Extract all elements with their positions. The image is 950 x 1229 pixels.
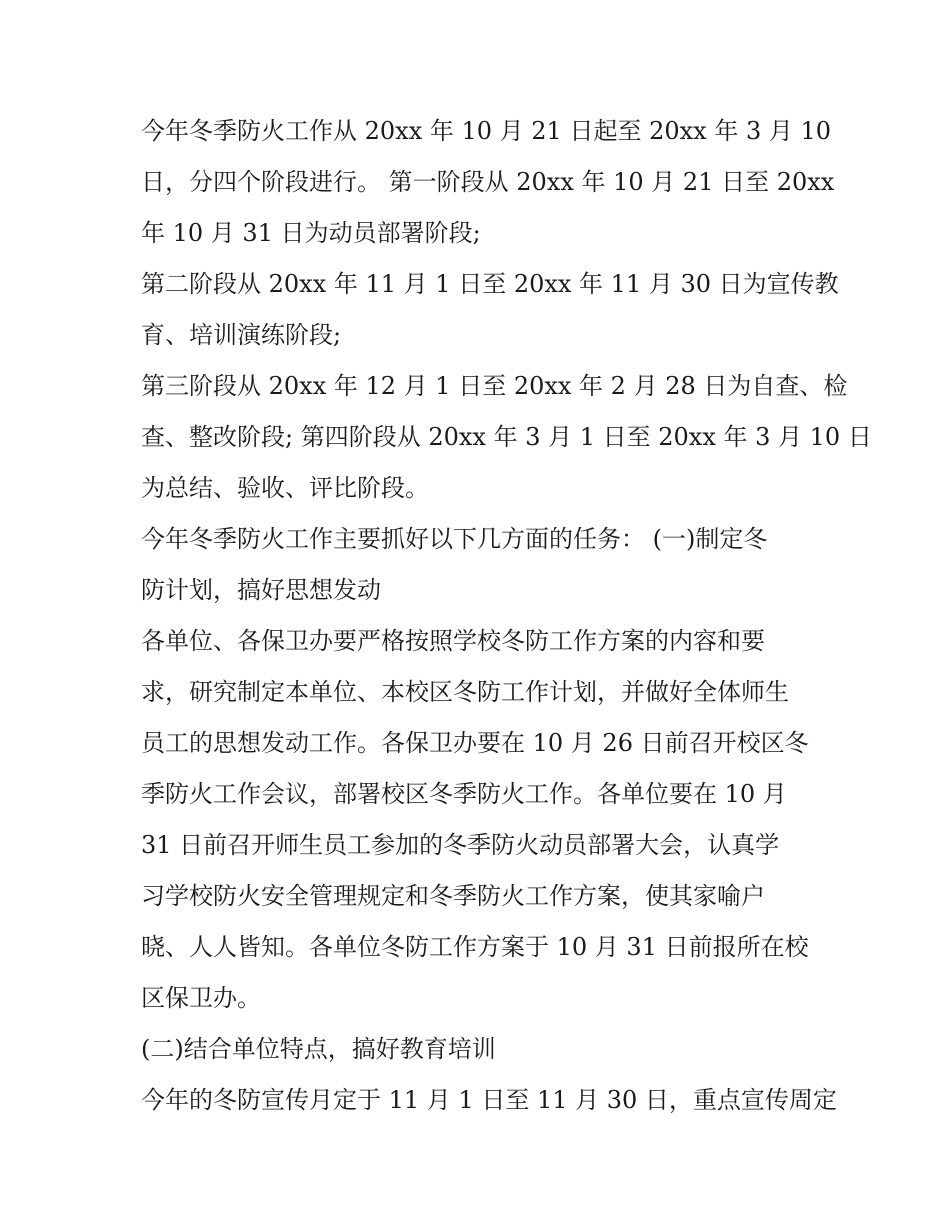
text-line: 年 10 月 31 日为动员部署阶段;	[141, 219, 481, 247]
text-line: 季防火工作会议，部署校区冬季防火工作。各单位要在 10 月	[141, 780, 787, 808]
text-line: 日，分四个阶段进行。 第一阶段从 20xx 年 10 月 21 日至 20xx	[141, 168, 835, 196]
text-line: 为总结、验收、评比阶段。	[141, 474, 429, 502]
text-line: 晓、人人皆知。各单位冬防工作方案于 10 月 31 日前报所在校	[141, 933, 809, 961]
text-line: 查、整改阶段; 第四阶段从 20xx 年 3 月 1 日至 20xx 年 3 月 10 日	[141, 423, 872, 451]
text-line: 员工的思想发动工作。各保卫办要在 10 月 26 日前召开校区冬	[141, 729, 809, 757]
text-line: 第三阶段从 20xx 年 12 月 1 日至 20xx 年 2 月 28 日为自查、检	[141, 372, 848, 400]
text-line: 各单位、各保卫办要严格按照学校冬防工作方案的内容和要	[141, 627, 765, 655]
text-line: (二)结合单位特点，搞好教育培训	[141, 1035, 496, 1063]
text-line: 今年冬季防火工作主要抓好以下几方面的任务： (一)制定冬	[141, 525, 768, 553]
text-line: 区保卫办。	[141, 984, 261, 1012]
text-line: 防计划，搞好思想发动	[141, 576, 381, 604]
document-body	[141, 106, 872, 1126]
text-line: 育、培训演练阶段;	[141, 321, 342, 349]
text-line: 习学校防火安全管理规定和冬季防火工作方案，使其家喻户	[141, 882, 765, 910]
text-line: 31 日前召开师生员工参加的冬季防火动员部署大会，认真学	[141, 831, 780, 859]
text-line: 今年冬季防火工作从 20xx 年 10 月 21 日起至 20xx 年 3 月 10	[141, 117, 832, 145]
text-line: 今年的冬防宣传月定于 11 月 1 日至 11 月 30 日，重点宣传周定	[141, 1086, 837, 1114]
text-line: 求，研究制定本单位、本校区冬防工作计划，并做好全体师生	[141, 678, 789, 706]
text-line: 第二阶段从 20xx 年 11 月 1 日至 20xx 年 11 月 30 日为宣传教	[141, 270, 839, 298]
